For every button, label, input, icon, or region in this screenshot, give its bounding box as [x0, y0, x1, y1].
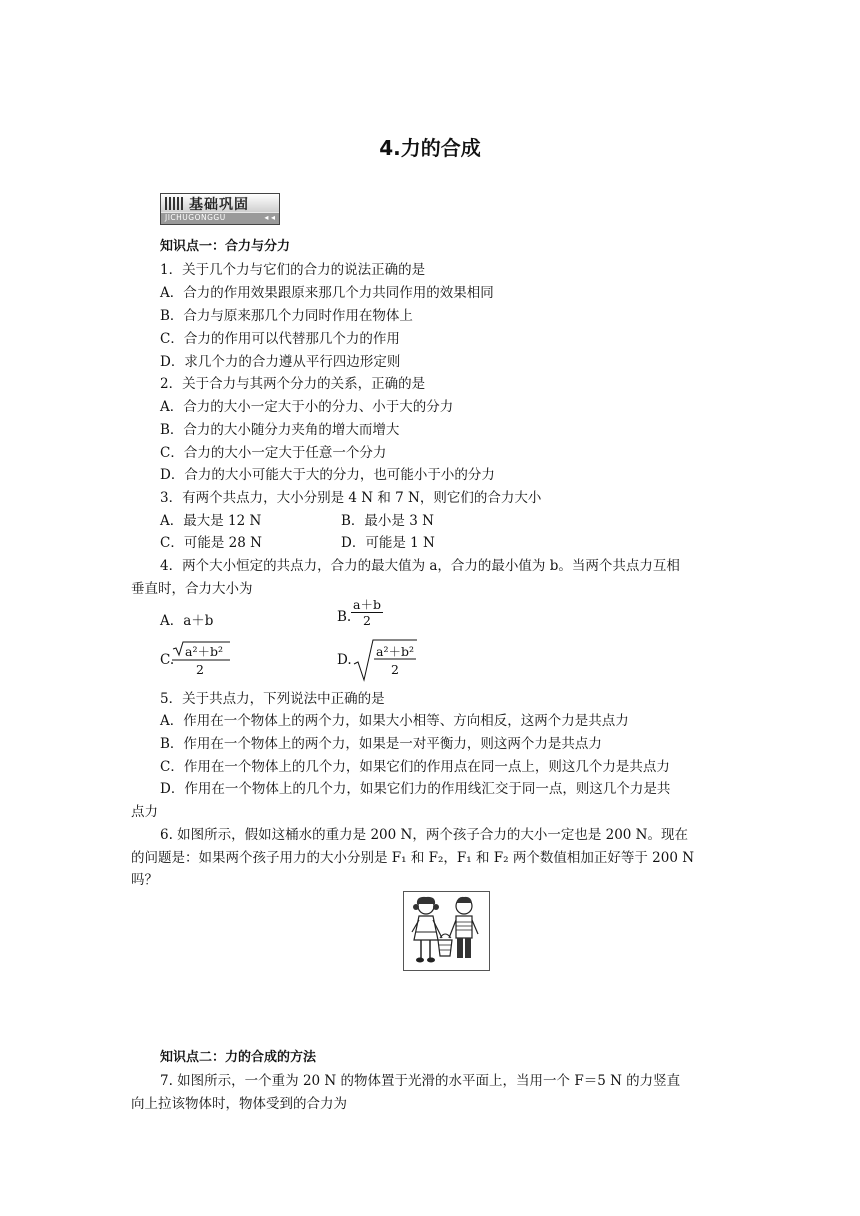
q2-stem: 2．关于合力与其两个分力的关系，正确的是 [160, 376, 426, 392]
badge-title: 基础巩固 [189, 197, 249, 213]
q1-option-d: D．求几个力的合力遵从平行四边形定则 [160, 354, 401, 370]
q5-option-a: A．作用在一个物体上的两个力，如果大小相等、方向相反，这两个力是共点力 [160, 713, 629, 729]
badge-subtitle: JICHUGONGGU [165, 213, 226, 222]
q4-option-d-label: D. [337, 652, 352, 668]
q1-option-c: C．合力的作用可以代替那几个力的作用 [160, 331, 400, 347]
q1-stem: 1．关于几个力与它们的合力的说法正确的是 [160, 262, 426, 278]
children-carrying-bucket-figure [403, 891, 490, 971]
q5-option-d-line2: 点力 [131, 804, 158, 820]
q3-option-d: D．可能是 1 N [341, 535, 435, 551]
q5-option-d-line1: D．作用在一个物体上的几个力，如果它们力的作用线汇交于同一点，则这几个力是共 [160, 781, 671, 797]
q6-line3: 吗？ [131, 872, 158, 888]
knowledge-point-1: 知识点一：合力与分力 [160, 239, 291, 254]
q3-option-b: B．最小是 3 N [341, 513, 434, 529]
q4-option-b-fraction: $\frac{a+b}{2}$ [353, 597, 381, 628]
q7-line1: 7. 如图所示，一个重为 20 N 的物体置于光滑的水平面上，当用一个 F＝5 N 的力竖直 [160, 1073, 681, 1089]
q2-option-c: C．合力的大小一定大于任意一个分力 [160, 445, 387, 461]
q3-option-a: A．最大是 12 N [160, 513, 262, 529]
knowledge-point-2: 知识点二：力的合成的方法 [160, 1050, 317, 1065]
q1-option-b: B．合力与原来那几个力同时作用在物体上 [160, 308, 413, 324]
q2-option-d: D．合力的大小可能大于大的分力，也可能小于小的分力 [160, 467, 495, 483]
q4-stem-line1: 4．两个大小恒定的共点力，合力的最大值为 a，合力的最小值为 b。当两个共点力互相 [160, 558, 680, 574]
q5-stem: 5．关于共点力，下列说法中正确的是 [160, 691, 385, 707]
q4-option-d-formula: a²＋b² 2 [353, 638, 419, 686]
q4-option-a: A．a＋b [160, 613, 214, 629]
page-title: 4.力的合成 [379, 136, 481, 160]
q1-option-a: A．合力的作用效果跟原来那几个力共同作用的效果相同 [160, 285, 494, 301]
q5-option-c: C．作用在一个物体上的几个力，如果它们的作用点在同一点上，则这几个力是共点力 [160, 759, 670, 775]
q3-stem: 3．有两个共点力，大小分别是 4 N 和 7 N，则它们的合力大小 [160, 490, 542, 506]
q4-option-c-label: C. [160, 652, 175, 668]
badge-arrow-icon: ◂ ◂ [264, 213, 275, 222]
q4-option-b-label: B. [337, 609, 352, 625]
q6-line1: 6. 如图所示，假如这桶水的重力是 200 N，两个孩子合力的大小一定也是 200 N。现在 [160, 827, 688, 843]
q4-option-c-formula: a²＋b² 2 [172, 640, 232, 684]
children-bucket-icon [404, 892, 489, 970]
badge-bars-icon [165, 197, 183, 210]
q6-line2: 的问题是：如果两个孩子用力的大小分别是 F₁ 和 F₂，F₁ 和 F₂ 两个数值相加正好等于 200 N [131, 850, 695, 866]
q7-line2: 向上拉该物体时，物体受到的合力为 [131, 1096, 347, 1112]
q3-option-c: C．可能是 28 N [160, 535, 262, 551]
q2-option-a: A．合力的大小一定大于小的分力、小于大的分力 [160, 399, 454, 415]
q5-option-b: B．作用在一个物体上的两个力，如果是一对平衡力，则这两个力是共点力 [160, 736, 602, 752]
section-badge [160, 193, 280, 225]
q2-option-b: B．合力的大小随分力夹角的增大而增大 [160, 422, 400, 438]
q4-stem-line2: 垂直时，合力大小为 [131, 581, 253, 597]
